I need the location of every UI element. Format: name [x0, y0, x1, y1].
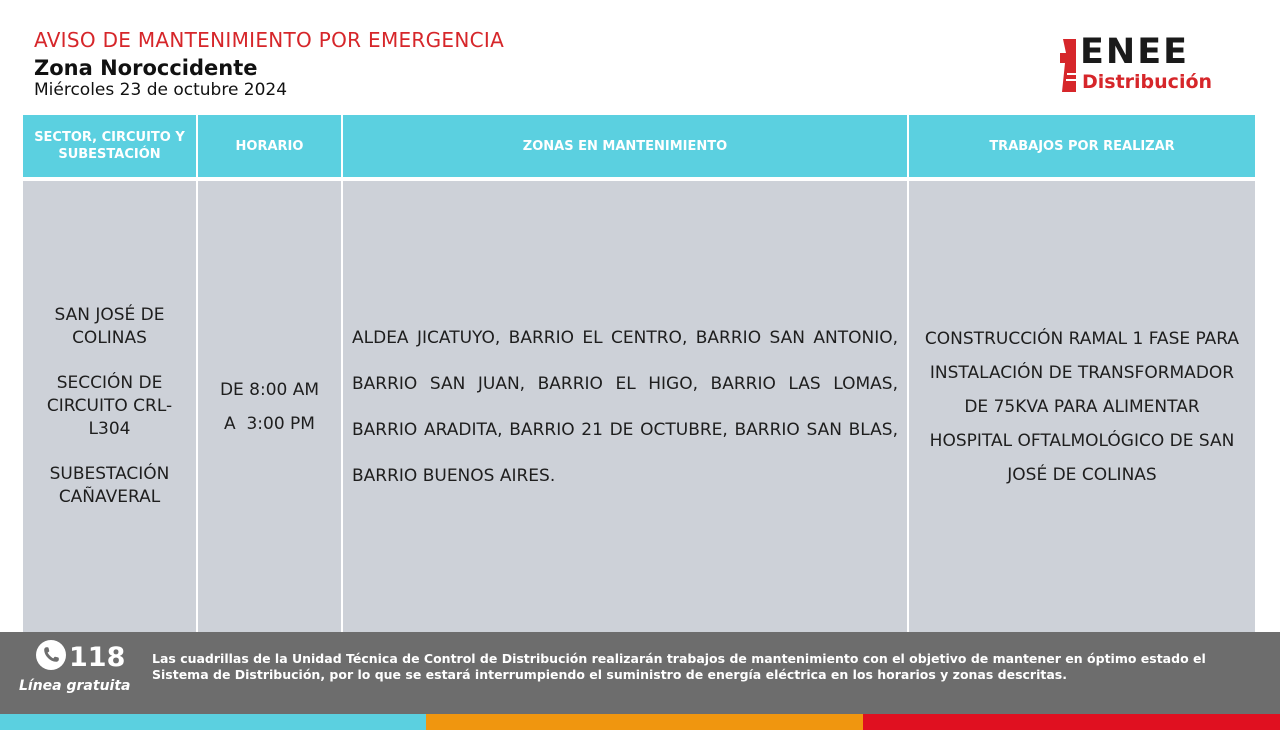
footer-banner	[0, 632, 1280, 714]
header-sector: SECTOR, CIRCUITO Y SUBESTACIÓN	[23, 115, 197, 179]
schedule-cell	[197, 179, 342, 632]
phone-icon	[36, 640, 66, 670]
table-header-row	[23, 115, 1255, 179]
header-zones: ZONAS EN MANTENIMIENTO	[342, 115, 908, 179]
enee-logo	[1058, 32, 1248, 98]
logo-subtitle: Distribución	[1082, 71, 1213, 93]
maintenance-table	[23, 115, 1255, 632]
color-strip	[0, 714, 1280, 730]
strip-segment-red	[863, 714, 1280, 730]
logo-name: ENEE	[1080, 32, 1190, 72]
enee-mark-icon	[1060, 39, 1076, 92]
strip-segment-cyan	[0, 714, 426, 730]
zone-title: Zona Noroccidente	[34, 56, 258, 80]
phone-number: 118	[69, 642, 126, 673]
free-line-label: Línea gratuita	[19, 678, 131, 694]
table-row	[23, 179, 1255, 632]
notice-header	[0, 0, 1280, 114]
sector-name: SAN JOSÉ DE COLINAS	[54, 305, 165, 348]
sector-cell	[23, 179, 197, 632]
notice-date: Miércoles 23 de octubre 2024	[34, 80, 288, 100]
circuit-name: SECCIÓN DE CIRCUITO CRL-L304	[46, 373, 173, 439]
substation-name: SUBESTACIÓN CAÑAVERAL	[49, 464, 170, 507]
schedule-start: DE 8:00 AM	[219, 379, 320, 400]
hotline[interactable]	[16, 638, 140, 708]
schedule-end: A 3:00 PM	[224, 413, 315, 434]
header-schedule: HORARIO	[197, 115, 342, 179]
footer-message: Las cuadrillas de la Unidad Técnica de Control de Distribución realizarán trabajos de mantenimiento con el objetivo de mantener en óptimo estado el Sistema de Distribución, por lo que se estará interrumpiendo el suministro de energía eléctrica en los horarios y zonas descritas.	[152, 651, 1206, 682]
header-works: TRABAJOS POR REALIZAR	[908, 115, 1255, 179]
works-cell: CONSTRUCCIÓN RAMAL 1 FASE PARA INSTALACIÓN DE TRANSFORMADOR DE 75KVA PARA ALIMENTAR HOSPITAL OFTALMOLÓGICO DE SAN JOSÉ DE COLINAS	[908, 179, 1255, 632]
strip-segment-orange	[426, 714, 863, 730]
notice-title: AVISO DE MANTENIMIENTO POR EMERGENCIA	[34, 28, 505, 52]
zones-cell: ALDEA JICATUYO, BARRIO EL CENTRO, BARRIO SAN ANTONIO, BARRIO SAN JUAN, BARRIO EL HIGO, BARRIO LAS LOMAS, BARRIO ARADITA, BARRIO 21 DE OCTUBRE, BARRIO SAN BLAS, BARRIO BUENOS AIRES.	[342, 179, 908, 632]
